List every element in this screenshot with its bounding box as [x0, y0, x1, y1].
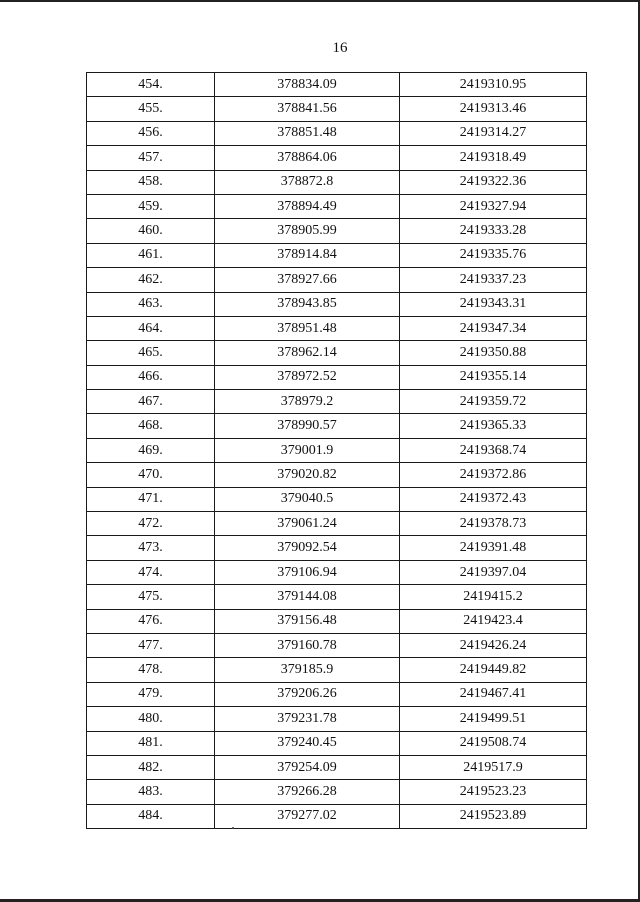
table-row — [87, 390, 587, 414]
table-row — [87, 341, 587, 365]
x-coordinate-cell: 378864.06 — [215, 146, 400, 170]
table-row — [87, 804, 587, 828]
point-number-cell: 462. — [87, 268, 215, 292]
x-coordinate-cell: 378990.57 — [215, 414, 400, 438]
y-coordinate-cell: 2419499.51 — [400, 707, 587, 731]
x-coordinate-cell: 379160.78 — [215, 633, 400, 657]
page-number: 16 — [332, 40, 348, 56]
point-number-cell: 482. — [87, 755, 215, 779]
y-coordinate-cell: 2419335.76 — [400, 243, 587, 267]
point-number-cell: 454. — [87, 73, 215, 97]
y-coordinate-cell: 2419426.24 — [400, 633, 587, 657]
x-coordinate-cell: 379040.5 — [215, 487, 400, 511]
y-coordinate-cell: 2419310.95 — [400, 73, 587, 97]
x-coordinate-cell: 378834.09 — [215, 73, 400, 97]
scan-speck — [232, 827, 234, 829]
table-row — [87, 780, 587, 804]
y-coordinate-cell: 2419508.74 — [400, 731, 587, 755]
table-row — [87, 146, 587, 170]
x-coordinate-cell: 379061.24 — [215, 512, 400, 536]
y-coordinate-cell: 2419355.14 — [400, 365, 587, 389]
table-row — [87, 609, 587, 633]
x-coordinate-cell: 378951.48 — [215, 316, 400, 340]
y-coordinate-cell: 2419322.36 — [400, 170, 587, 194]
table-row — [87, 268, 587, 292]
x-coordinate-cell: 378894.49 — [215, 194, 400, 218]
y-coordinate-cell: 2419343.31 — [400, 292, 587, 316]
y-coordinate-cell: 2419423.4 — [400, 609, 587, 633]
x-coordinate-cell: 378979.2 — [215, 390, 400, 414]
point-number-cell: 484. — [87, 804, 215, 828]
x-coordinate-cell: 379231.78 — [215, 707, 400, 731]
point-number-cell: 478. — [87, 658, 215, 682]
point-number-cell: 458. — [87, 170, 215, 194]
y-coordinate-cell: 2419350.88 — [400, 341, 587, 365]
table-row — [87, 731, 587, 755]
x-coordinate-cell: 378972.52 — [215, 365, 400, 389]
table-row — [87, 560, 587, 584]
point-number-cell: 469. — [87, 438, 215, 462]
table-row — [87, 292, 587, 316]
point-number-cell: 472. — [87, 512, 215, 536]
y-coordinate-cell: 2419365.33 — [400, 414, 587, 438]
table-row — [87, 170, 587, 194]
x-coordinate-cell: 378841.56 — [215, 97, 400, 121]
table-row — [87, 243, 587, 267]
x-coordinate-cell: 379001.9 — [215, 438, 400, 462]
point-number-cell: 468. — [87, 414, 215, 438]
point-number-cell: 464. — [87, 316, 215, 340]
y-coordinate-cell: 2419523.23 — [400, 780, 587, 804]
point-number-cell: 475. — [87, 585, 215, 609]
x-coordinate-cell: 379240.45 — [215, 731, 400, 755]
table-row — [87, 365, 587, 389]
point-number-cell: 467. — [87, 390, 215, 414]
table-row — [87, 536, 587, 560]
point-number-cell: 479. — [87, 682, 215, 706]
table-row — [87, 121, 587, 145]
x-coordinate-cell: 378962.14 — [215, 341, 400, 365]
y-coordinate-cell: 2419368.74 — [400, 438, 587, 462]
x-coordinate-cell: 379185.9 — [215, 658, 400, 682]
table-row — [87, 707, 587, 731]
y-coordinate-cell: 2419359.72 — [400, 390, 587, 414]
x-coordinate-cell: 379144.08 — [215, 585, 400, 609]
point-number-cell: 474. — [87, 560, 215, 584]
point-number-cell: 457. — [87, 146, 215, 170]
x-coordinate-cell: 378851.48 — [215, 121, 400, 145]
point-number-cell: 476. — [87, 609, 215, 633]
y-coordinate-cell: 2419347.34 — [400, 316, 587, 340]
point-number-cell: 473. — [87, 536, 215, 560]
table-row — [87, 633, 587, 657]
y-coordinate-cell: 2419523.89 — [400, 804, 587, 828]
x-coordinate-cell: 379156.48 — [215, 609, 400, 633]
table-row — [87, 658, 587, 682]
coordinates-table-body — [87, 73, 587, 829]
x-coordinate-cell: 379266.28 — [215, 780, 400, 804]
y-coordinate-cell: 2419397.04 — [400, 560, 587, 584]
table-row — [87, 97, 587, 121]
point-number-cell: 470. — [87, 463, 215, 487]
y-coordinate-cell: 2419467.41 — [400, 682, 587, 706]
y-coordinate-cell: 2419313.46 — [400, 97, 587, 121]
table-row — [87, 438, 587, 462]
x-coordinate-cell: 378872.8 — [215, 170, 400, 194]
table-row — [87, 682, 587, 706]
point-number-cell: 483. — [87, 780, 215, 804]
table-row — [87, 219, 587, 243]
x-coordinate-cell: 379020.82 — [215, 463, 400, 487]
point-number-cell: 480. — [87, 707, 215, 731]
y-coordinate-cell: 2419372.86 — [400, 463, 587, 487]
table-row — [87, 73, 587, 97]
x-coordinate-cell: 379106.94 — [215, 560, 400, 584]
point-number-cell: 460. — [87, 219, 215, 243]
y-coordinate-cell: 2419378.73 — [400, 512, 587, 536]
point-number-cell: 481. — [87, 731, 215, 755]
point-number-cell: 459. — [87, 194, 215, 218]
coordinates-table — [86, 72, 587, 829]
x-coordinate-cell: 378927.66 — [215, 268, 400, 292]
table-row — [87, 487, 587, 511]
y-coordinate-cell: 2419337.23 — [400, 268, 587, 292]
y-coordinate-cell: 2419415.2 — [400, 585, 587, 609]
y-coordinate-cell: 2419372.43 — [400, 487, 587, 511]
x-coordinate-cell: 378943.85 — [215, 292, 400, 316]
point-number-cell: 471. — [87, 487, 215, 511]
point-number-cell: 465. — [87, 341, 215, 365]
y-coordinate-cell: 2419314.27 — [400, 121, 587, 145]
table-row — [87, 414, 587, 438]
table-row — [87, 463, 587, 487]
table-row — [87, 194, 587, 218]
point-number-cell: 461. — [87, 243, 215, 267]
x-coordinate-cell: 378905.99 — [215, 219, 400, 243]
table-row — [87, 755, 587, 779]
point-number-cell: 456. — [87, 121, 215, 145]
point-number-cell: 455. — [87, 97, 215, 121]
x-coordinate-cell: 378914.84 — [215, 243, 400, 267]
y-coordinate-cell: 2419391.48 — [400, 536, 587, 560]
point-number-cell: 466. — [87, 365, 215, 389]
y-coordinate-cell: 2419333.28 — [400, 219, 587, 243]
point-number-cell: 477. — [87, 633, 215, 657]
y-coordinate-cell: 2419327.94 — [400, 194, 587, 218]
x-coordinate-cell: 379092.54 — [215, 536, 400, 560]
y-coordinate-cell: 2419449.82 — [400, 658, 587, 682]
x-coordinate-cell: 379277.02 — [215, 804, 400, 828]
table-row — [87, 316, 587, 340]
table-row — [87, 585, 587, 609]
x-coordinate-cell: 379254.09 — [215, 755, 400, 779]
y-coordinate-cell: 2419318.49 — [400, 146, 587, 170]
x-coordinate-cell: 379206.26 — [215, 682, 400, 706]
scan-border-top — [0, 0, 640, 2]
y-coordinate-cell: 2419517.9 — [400, 755, 587, 779]
table-row — [87, 512, 587, 536]
point-number-cell: 463. — [87, 292, 215, 316]
